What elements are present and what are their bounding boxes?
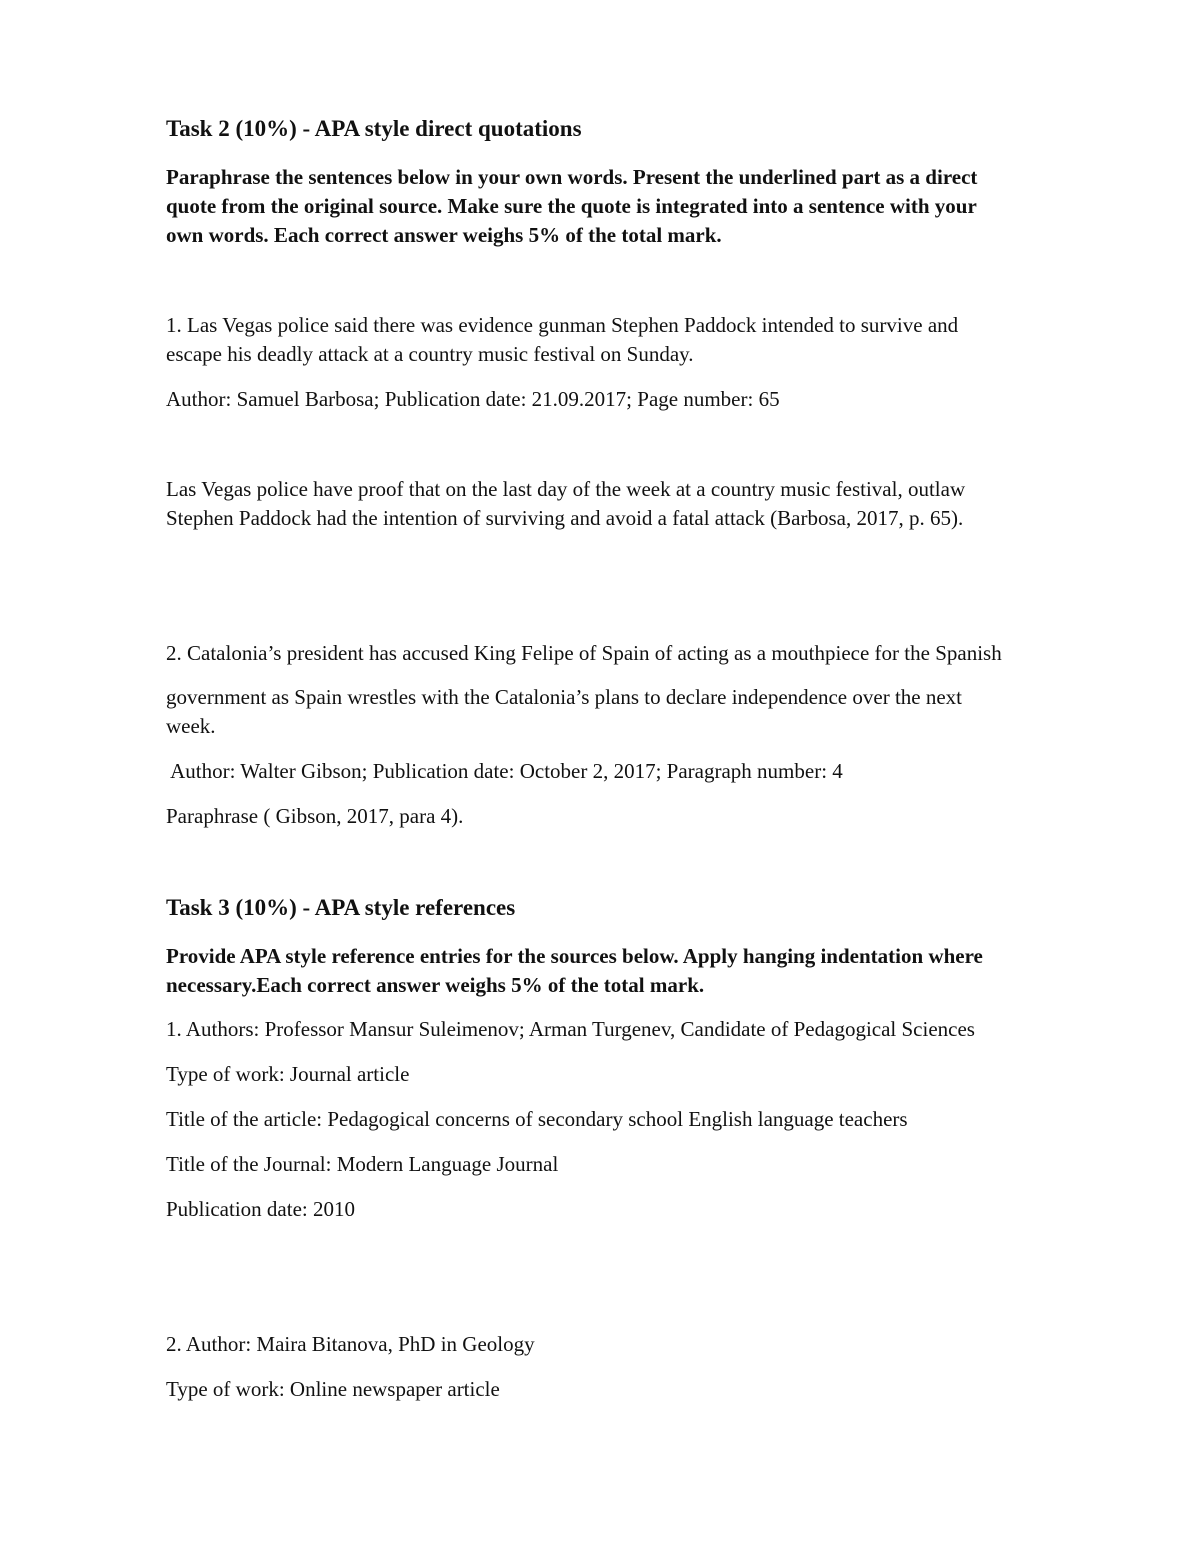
task2-q2-text: 2. Catalonia’s president has accused King Felipe of Spain of acting as a mouthpiece for the Spanish [166, 641, 1002, 665]
task3-item1-authors: 1. Authors: Professor Mansur Suleimenov; Arman Turgenev, Candidate of Pedagogical Sciences [166, 1017, 975, 1041]
task3-item1-journal: Title of the Journal: Modern Language Journal [166, 1152, 559, 1176]
task2-instruction-line: Paraphrase the sentences below in your own words. Present the underlined part as a direct [166, 165, 978, 189]
task2-q2-answer: Paraphrase ( Gibson, 2017, para 4). [166, 804, 464, 828]
task3-item2-author: 2. Author: Maira Bitanova, PhD in Geology [166, 1332, 535, 1356]
task2-q2-source: Author: Walter Gibson; Publication date: October 2, 2017; Paragraph number: 4 [166, 759, 843, 783]
task2-q2-text: week. [166, 714, 216, 738]
task2-q2-text: government as Spain wrestles with the Catalonia’s plans to declare independence over the next [166, 685, 963, 709]
task2-instruction-line: own words. Each correct answer weighs 5% of the total mark. [166, 223, 722, 247]
task3-item1-type: Type of work: Journal article [166, 1062, 410, 1086]
task3-item1-title: Title of the article: Pedagogical concerns of secondary school English language teachers [166, 1107, 908, 1131]
task3-item1-date: Publication date: 2010 [166, 1197, 355, 1221]
task3-instruction-line: necessary.Each correct answer weighs 5% of the total mark. [166, 973, 705, 997]
task2-q1-source: Author: Samuel Barbosa; Publication date: 21.09.2017; Page number: 65 [166, 387, 780, 411]
task2-q1-answer: Stephen Paddock had the intention of surviving and avoid a fatal attack (Barbosa, 2017, p. 65). [166, 506, 964, 530]
task3-item2-type: Type of work: Online newspaper article [166, 1377, 500, 1401]
task3-heading: Task 3 (10%) - APA style references [166, 895, 516, 920]
task2-q1-answer: Las Vegas police have proof that on the last day of the week at a country music festival, outlaw [166, 477, 966, 501]
task2-instruction-line: quote from the original source. Make sure the quote is integrated into a sentence with your [166, 194, 977, 218]
task3-instruction-line: Provide APA style reference entries for the sources below. Apply hanging indentation where [166, 944, 983, 968]
task2-heading: Task 2 (10%) - APA style direct quotations [166, 116, 582, 141]
task2-q1-text: escape his deadly attack at a country music festival on Sunday. [166, 342, 694, 366]
task2-q1-text: 1. Las Vegas police said there was evidence gunman Stephen Paddock intended to survive and [166, 313, 959, 337]
